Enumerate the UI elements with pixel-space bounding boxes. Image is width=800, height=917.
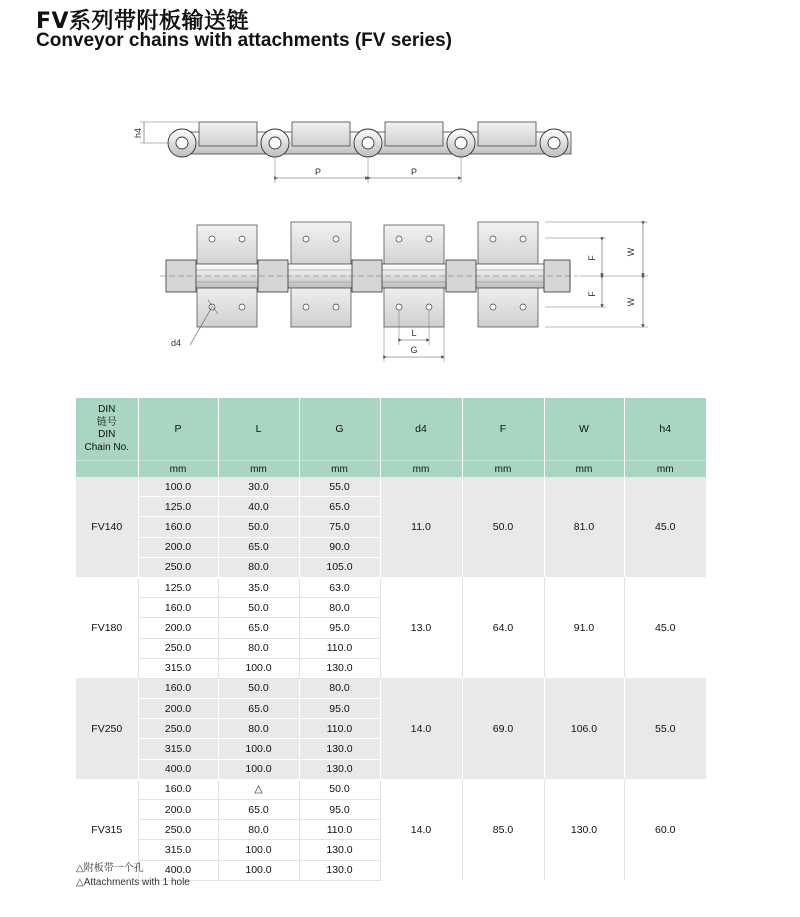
table-row [76, 477, 706, 497]
unit-cell: mm [218, 461, 299, 478]
p-cell: 160.0 [138, 517, 218, 537]
column-header-d4: d4 [380, 398, 462, 461]
side-attachment-plate [292, 122, 350, 146]
chain-drawing [0, 0, 800, 380]
p-cell: 250.0 [138, 719, 218, 739]
g-cell: 80.0 [299, 598, 380, 618]
g-cell: 80.0 [299, 678, 380, 698]
units-row [76, 461, 706, 478]
g-cell: 90.0 [299, 537, 380, 557]
p-cell: 315.0 [138, 739, 218, 759]
p-cell: 200.0 [138, 699, 218, 719]
footnote-cn: △附板带一个孔 [76, 863, 144, 874]
h4-cell: 60.0 [624, 779, 706, 880]
table-row [76, 678, 706, 698]
g-cell: 110.0 [299, 638, 380, 658]
g-cell: 65.0 [299, 497, 380, 517]
l-cell: 65.0 [218, 618, 299, 638]
chain-number-cell: FV315 [76, 779, 138, 880]
l-cell: 80.0 [218, 719, 299, 739]
l-cell: 50.0 [218, 678, 299, 698]
column-header-h4: h4 [624, 398, 706, 461]
p-label: P [410, 167, 418, 177]
g-cell: 50.0 [299, 779, 380, 799]
table-row [76, 779, 706, 799]
footnotes [76, 862, 190, 890]
l-cell: △ [218, 779, 299, 799]
l-cell: 100.0 [218, 860, 299, 880]
p-cell: 125.0 [138, 577, 218, 597]
side-attachment-plate [385, 122, 443, 146]
p-cell: 400.0 [138, 860, 218, 880]
g-cell: 55.0 [299, 477, 380, 497]
p-cell: 100.0 [138, 477, 218, 497]
column-header-p: P [138, 398, 218, 461]
l-cell: 100.0 [218, 739, 299, 759]
g-cell: 95.0 [299, 699, 380, 719]
din-header: DIN 链号 DIN Chain No. [84, 404, 129, 453]
g-cell: 130.0 [299, 739, 380, 759]
w-label: W [626, 247, 636, 257]
spec-table [76, 398, 706, 881]
h4-cell: 55.0 [624, 678, 706, 779]
h4-label: h4 [133, 127, 143, 139]
w-cell: 91.0 [544, 577, 624, 678]
page-title-cn: FV系列带附板输送链 [36, 9, 250, 34]
unit-cell: mm [462, 461, 544, 478]
f-cell: 50.0 [462, 477, 544, 577]
p-cell: 250.0 [138, 557, 218, 577]
unit-cell: mm [544, 461, 624, 478]
l-cell: 65.0 [218, 800, 299, 820]
column-header-g: G [299, 398, 380, 461]
d4-cell: 14.0 [380, 678, 462, 779]
g-cell: 130.0 [299, 840, 380, 860]
column-header-l: L [218, 398, 299, 461]
p-cell: 250.0 [138, 820, 218, 840]
p-cell: 200.0 [138, 618, 218, 638]
p-cell: 160.0 [138, 678, 218, 698]
column-header-w: W [544, 398, 624, 461]
f-cell: 85.0 [462, 779, 544, 880]
g-cell: 63.0 [299, 577, 380, 597]
p-cell: 200.0 [138, 800, 218, 820]
chain-number-cell: FV180 [76, 577, 138, 678]
f-cell: 64.0 [462, 577, 544, 678]
g-cell: 130.0 [299, 860, 380, 880]
top-view [160, 222, 648, 362]
l-label: L [411, 328, 417, 338]
unit-cell: mm [138, 461, 218, 478]
w-cell: 106.0 [544, 678, 624, 779]
p-cell: 400.0 [138, 759, 218, 779]
l-cell: 65.0 [218, 537, 299, 557]
d4-cell: 11.0 [380, 477, 462, 577]
chain-number-cell: FV250 [76, 678, 138, 779]
p-cell: 160.0 [138, 779, 218, 799]
unit-cell: mm [624, 461, 706, 478]
p-cell: 160.0 [138, 598, 218, 618]
l-cell: 65.0 [218, 699, 299, 719]
d4-cell: 13.0 [380, 577, 462, 678]
g-label: G [410, 345, 418, 355]
l-cell: 100.0 [218, 658, 299, 678]
g-cell: 110.0 [299, 719, 380, 739]
f-label: F [587, 291, 597, 297]
p-cell: 315.0 [138, 840, 218, 860]
w-cell: 81.0 [544, 477, 624, 577]
g-cell: 95.0 [299, 618, 380, 638]
l-cell: 35.0 [218, 577, 299, 597]
l-cell: 80.0 [218, 557, 299, 577]
table-row [76, 577, 706, 597]
g-cell: 75.0 [299, 517, 380, 537]
l-cell: 80.0 [218, 820, 299, 840]
page-title-en: Conveyor chains with attachments (FV series) [36, 30, 453, 51]
p-cell: 200.0 [138, 537, 218, 557]
h4-cell: 45.0 [624, 477, 706, 577]
footnote-en: △Attachments with 1 hole [76, 877, 190, 888]
l-cell: 40.0 [218, 497, 299, 517]
d4-label: d4 [170, 338, 182, 348]
w-label: W [626, 297, 636, 307]
g-cell: 95.0 [299, 800, 380, 820]
l-cell: 30.0 [218, 477, 299, 497]
f-label: F [587, 255, 597, 261]
unit-cell: mm [299, 461, 380, 478]
column-header-f: F [462, 398, 544, 461]
g-cell: 130.0 [299, 759, 380, 779]
l-cell: 100.0 [218, 759, 299, 779]
g-cell: 105.0 [299, 557, 380, 577]
h4-cell: 45.0 [624, 577, 706, 678]
l-cell: 50.0 [218, 598, 299, 618]
w-cell: 130.0 [544, 779, 624, 880]
p-cell: 125.0 [138, 497, 218, 517]
p-cell: 315.0 [138, 658, 218, 678]
side-attachment-plate [199, 122, 257, 146]
l-cell: 80.0 [218, 638, 299, 658]
side-view [133, 122, 571, 183]
table-header-row [76, 398, 706, 461]
unit-cell: mm [380, 461, 462, 478]
chain-number-cell: FV140 [76, 477, 138, 577]
l-cell: 50.0 [218, 517, 299, 537]
f-cell: 69.0 [462, 678, 544, 779]
p-label: P [314, 167, 322, 177]
side-attachment-plate [478, 122, 536, 146]
l-cell: 100.0 [218, 840, 299, 860]
g-cell: 110.0 [299, 820, 380, 840]
g-cell: 130.0 [299, 658, 380, 678]
d4-cell: 14.0 [380, 779, 462, 880]
p-cell: 250.0 [138, 638, 218, 658]
